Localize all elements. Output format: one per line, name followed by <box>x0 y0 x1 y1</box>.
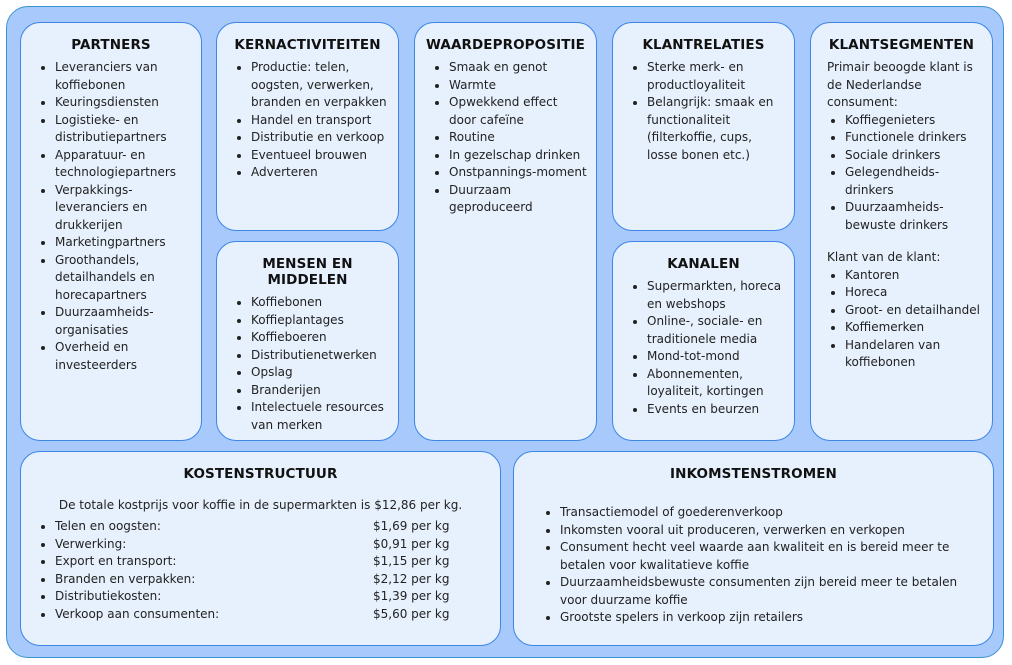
list-item: • Productie: telen, oogsten, verwerken, branden en verpakken <box>251 59 390 112</box>
cost-value: $0,91 per kg <box>373 536 450 551</box>
waardepropositie-block <box>414 22 597 441</box>
list-item: • Duurzaam geproduceerd <box>449 182 588 217</box>
list-item: • Smaak en genot <box>449 59 588 77</box>
cost-item <box>55 553 492 571</box>
list-item: • Duurzaamheidsbewuste consumenten zijn bereid meer te betalen voor duurzame koffie <box>560 574 985 609</box>
kernactiviteiten-list <box>225 59 390 182</box>
list-item: • Horeca <box>845 284 984 302</box>
cost-label: Verwerking: <box>55 536 127 551</box>
list-item: • Transactiemodel of goederenverkoop <box>560 504 985 522</box>
list-item: • Overheid en investeerders <box>55 339 193 374</box>
list-item: • Inkomsten vooral uit produceren, verwerken en verkopen <box>560 522 985 540</box>
kanalen-list <box>621 278 786 418</box>
list-item: • Handel en transport <box>251 112 390 130</box>
cost-value: $1,39 per kg <box>373 589 450 603</box>
list-item: • Apparatuur- en technologiepartners <box>55 147 193 182</box>
cost-value: $2,12 per kg <box>373 571 450 586</box>
list-item: • Marketingpartners <box>55 234 193 252</box>
cost-label: Branden en verpakken: <box>55 571 196 586</box>
list-item: • Duurzaamheids-bewuste drinkers <box>845 199 984 234</box>
kanalen-block <box>612 241 795 441</box>
list-item: • Groothandels, detailhandels en horecapartners <box>55 252 193 305</box>
list-item: • Koffiegenieters <box>845 112 984 130</box>
inkomstenstromen-title: INKOMSTENSTROMEN <box>670 466 837 482</box>
list-item: • Opwekkend effect door cafeïne <box>449 94 588 129</box>
cost-item <box>55 571 492 589</box>
list-item: • Online-, sociale- en traditionele media <box>647 313 786 348</box>
partners-list <box>29 59 193 374</box>
list-item: • In gezelschap drinken <box>449 147 588 165</box>
mensen-en-middelen-block <box>216 241 399 441</box>
klantsegmenten-title: KLANTSEGMENTEN <box>828 37 975 53</box>
partners-title: PARTNERS <box>71 37 151 53</box>
cost-label: Telen en oogsten: <box>55 519 161 533</box>
kernactiviteiten-title: KERNACTIVITEITEN <box>234 37 381 53</box>
list-item: • Distributie en verkoop <box>251 129 390 147</box>
kostenstructuur-list <box>29 518 492 623</box>
list-item: • Logistieke- en distributiepartners <box>55 112 193 147</box>
waardepropositie-list <box>423 59 588 217</box>
klantsegmenten-block <box>810 22 993 441</box>
list-item: • Onstpannings-moment <box>449 164 588 182</box>
list-item: • Koffiemerken <box>845 319 984 337</box>
list-item: • Intelectuele resources van merken <box>251 399 390 434</box>
list-item: • Events en beurzen <box>647 401 786 419</box>
list-item: • Koffieboeren <box>251 329 390 347</box>
klantsegmenten-list <box>819 112 984 235</box>
partners-block <box>20 22 202 441</box>
mensen-en-middelen-title: MENSEN EN MIDDELEN <box>262 256 353 288</box>
kernactiviteiten-block <box>216 22 399 231</box>
mensen-en-middelen-list <box>225 294 390 434</box>
list-item: • Verpakkings-leveranciers en drukkerijen <box>55 182 193 235</box>
cost-item <box>55 518 492 536</box>
list-item: • Supermarkten, horeca en webshops <box>647 278 786 313</box>
cost-item <box>55 606 492 624</box>
list-item: • Koffiebonen <box>251 294 390 312</box>
cost-label: Verkoop aan consumenten: <box>55 606 220 621</box>
cost-item <box>55 588 492 606</box>
list-item: • Gelegendheids-drinkers <box>845 164 984 199</box>
list-item: • Keuringsdiensten <box>55 94 193 112</box>
inkomstenstromen-list <box>522 504 985 627</box>
cost-item <box>55 536 492 554</box>
list-item: • Kantoren <box>845 267 984 285</box>
list-item: • Groot- en detailhandel <box>845 302 984 320</box>
list-item: • Sociale drinkers <box>845 147 984 165</box>
waardepropositie-title: WAARDEPROPOSITIE <box>426 37 585 53</box>
list-item: • Opslag <box>251 364 390 382</box>
list-item: • Abonnementen, loyaliteit, kortingen <box>647 366 786 401</box>
list-item: • Koffieplantages <box>251 312 390 330</box>
klantrelaties-list <box>621 59 786 164</box>
list-item: • Mond-tot-mond <box>647 348 786 366</box>
list-item: • Warmte <box>449 77 588 95</box>
list-item: • Consument hecht veel waarde aan kwaliteit en is bereid meer te betalen voor kwalitatieve koffie <box>560 539 985 574</box>
klantrelaties-block <box>612 22 795 231</box>
kostenstructuur-title: KOSTENSTRUCTUUR <box>183 466 338 482</box>
kostenstructuur-block <box>20 451 501 646</box>
cost-value: $1,69 per kg <box>373 519 450 533</box>
list-item: • Belangrijk: smaak en functionaliteit (filterkoffie, cups, losse bonen etc.) <box>647 94 786 164</box>
list-item: • Functionele drinkers <box>845 129 984 147</box>
list-item: • Adverteren <box>251 164 390 182</box>
kostenstructuur-intro: De totale kostprijs voor koffie in de supermarkten is $12,86 per kg. <box>58 498 463 512</box>
cost-value: $5,60 per kg <box>373 606 450 621</box>
list-item: • Leveranciers van koffiebonen <box>55 59 193 94</box>
klantsegmenten-list-2 <box>819 267 984 372</box>
list-item: • Grootste spelers in verkoop zijn retailers <box>560 609 985 627</box>
klantsegmenten-intro-2: Klant van de klant: <box>827 250 941 264</box>
list-item: • Routine <box>449 129 588 147</box>
klantrelaties-title: KLANTRELATIES <box>642 37 765 53</box>
cost-label: Export en transport: <box>55 554 177 568</box>
list-item: • Duurzaamheids-organisaties <box>55 304 193 339</box>
inkomstenstromen-block <box>513 451 994 646</box>
list-item: • Distributienetwerken <box>251 347 390 365</box>
kanalen-title: KANALEN <box>667 256 740 272</box>
list-item: • Sterke merk- en productloyaliteit <box>647 59 786 94</box>
cost-value: $1,15 per kg <box>373 554 450 568</box>
klantsegmenten-intro: Primair beoogde klant is de Nederlandse consument: <box>827 60 973 109</box>
list-item: • Eventueel brouwen <box>251 147 390 165</box>
list-item: • Handelaren van koffiebonen <box>845 337 984 372</box>
cost-label: Distributiekosten: <box>55 589 162 603</box>
list-item: • Branderijen <box>251 382 390 400</box>
